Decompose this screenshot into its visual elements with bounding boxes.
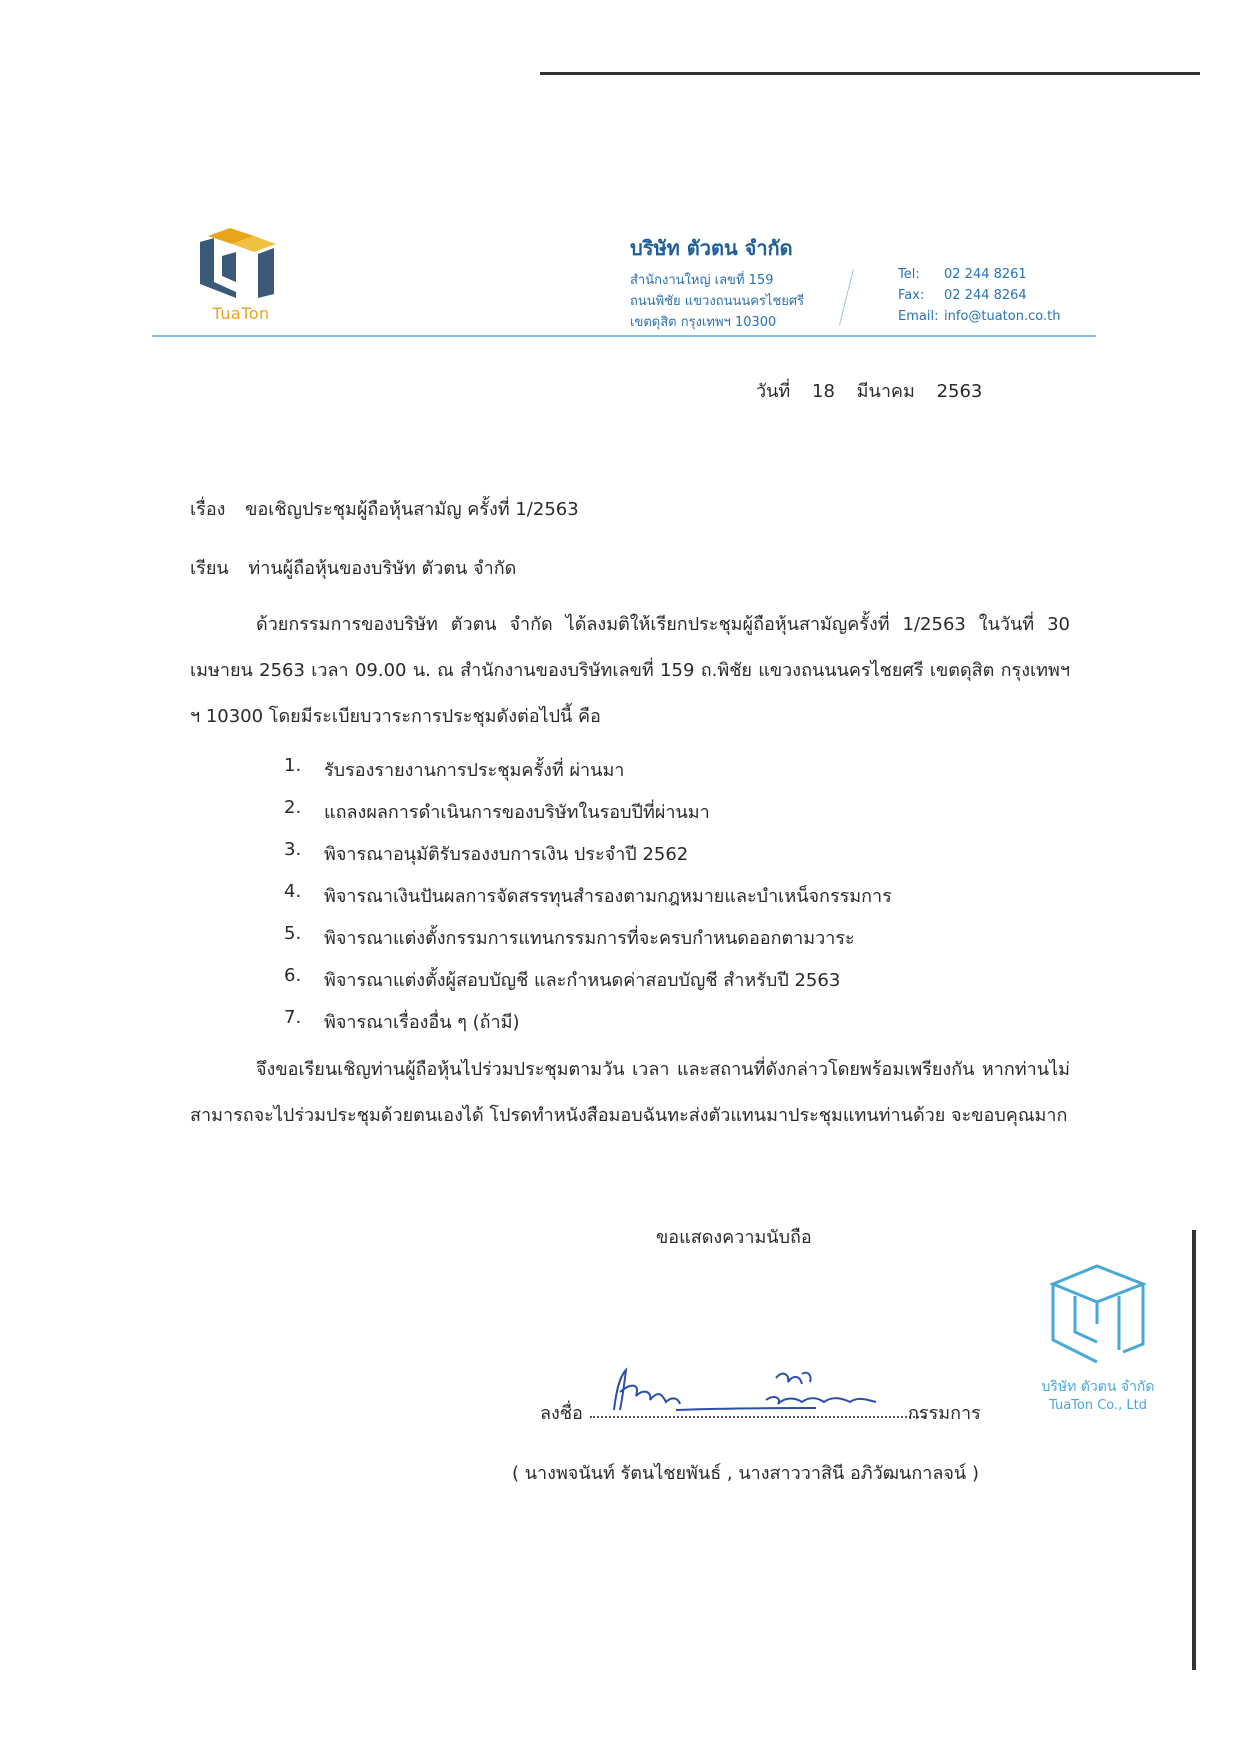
agenda-item	[284, 1007, 892, 1049]
logo-wordmark: TuaTon	[212, 304, 270, 323]
closing-salutation: ขอแสดงความนับถือ	[656, 1227, 812, 1248]
contact-row-tel	[898, 264, 1060, 285]
contact-label: Fax:	[898, 288, 925, 303]
company-address-block	[630, 232, 804, 333]
invitation-paragraph: จึงขอเรียนเชิญท่านผู้ถือหุ้นไปร่วมประชุมตามวัน เวลา และสถานที่ดังกล่าวโดยพร้อมเพรียงกัน หากท่านไม่สามารถจะไปร่วมประชุมด้วยตนเองได้ โปรดทำหนังสือมอบฉันทะส่งตัวแทนมาประชุมแทนท่านด้วย จะขอบคุณมาก	[190, 1059, 1070, 1126]
tuaton-logo-icon	[196, 226, 286, 298]
agenda-item	[284, 839, 892, 881]
greeting-line	[190, 553, 516, 582]
agenda-number: 5.	[284, 923, 302, 944]
contact-value: info@tuaton.co.th	[944, 309, 1061, 324]
contact-row-email	[898, 306, 1060, 327]
agenda-item	[284, 965, 892, 1007]
agenda-text: แถลงผลการดำเนินการของบริษัทในรอบปีที่ผ่านมา	[324, 802, 710, 823]
agenda-list	[284, 755, 892, 1049]
agenda-text: พิจารณาแต่งตั้งผู้สอบบัญชี และกำหนดค่าสอบบัญชี สำหรับปี 2563	[324, 970, 841, 991]
date-month: มีนาคม	[856, 381, 915, 402]
contact-row-fax	[898, 285, 1060, 306]
agenda-number: 3.	[284, 839, 302, 860]
address-line: เขตดุสิต กรุงเทพฯ 10300	[630, 315, 777, 330]
scan-artifact-right	[1192, 1230, 1196, 1670]
greeting-label: เรียน	[190, 558, 229, 579]
company-name: บริษัท ตัวตน จำกัด	[630, 236, 793, 260]
agenda-item	[284, 797, 892, 839]
subject-text: ขอเชิญประชุมผู้ถือหุ้นสามัญ ครั้งที่ 1/2563	[245, 499, 579, 520]
subject-label: เรื่อง	[190, 499, 226, 520]
scan-artifact-top	[540, 72, 1200, 75]
company-stamp	[1018, 1262, 1178, 1413]
agenda-text: รับรองรายงานการประชุมครั้งที่ ผ่านมา	[324, 760, 625, 781]
agenda-item	[284, 881, 892, 923]
greeting-text: ท่านผู้ถือหุ้นของบริษัท ตัวตน จำกัด	[248, 558, 517, 579]
address-line: ถนนพิชัย แขวงถนนนครไชยศรี	[630, 294, 805, 309]
agenda-number: 6.	[284, 965, 302, 986]
stamp-company-name: บริษัท ตัวตน จำกัด	[1041, 1379, 1155, 1395]
agenda-text: พิจารณาแต่งตั้งกรรมการแทนกรรมการที่จะครบกำหนดออกตามวาระ	[324, 928, 855, 949]
stamp-company-name-en: TuaTon Co., Ltd	[1048, 1398, 1148, 1413]
agenda-item	[284, 755, 892, 797]
agenda-text: พิจารณาอนุมัติรับรองงบการเงิน ประจำปี 2562	[324, 844, 689, 865]
date-label: วันที่	[756, 381, 791, 402]
agenda-number: 7.	[284, 1007, 302, 1028]
letter-date	[756, 376, 998, 405]
contact-label: Email:	[898, 309, 939, 324]
contact-value: 02 244 8261	[944, 267, 1027, 282]
agenda-number: 2.	[284, 797, 302, 818]
agenda-number: 4.	[284, 881, 302, 902]
agenda-item	[284, 923, 892, 965]
date-day: 18	[812, 381, 835, 402]
contact-value: 02 244 8264	[944, 288, 1027, 303]
intro-paragraph: ด้วยกรรมการของบริษัท ตัวตน จำกัด ได้ลงมติให้เรียกประชุมผู้ถือหุ้นสามัญครั้งที่ 1/2563 ในวันที่ 30 เมษายน 2563 เวลา 09.00 น. ณ สำนักงานของบริษัทเลขที่ 159 ถ.พิชัย แขวงถนนนครไชยศรี เขตดุสิต กรุงเทพฯฯ 10300 โดยมีระเบียบวาระการประชุมดังต่อไปนี้ คือ	[190, 614, 1070, 727]
agenda-number: 1.	[284, 755, 302, 776]
signature-line	[540, 1362, 1010, 1422]
contact-label: Tel:	[898, 267, 920, 282]
agenda-text: พิจารณาเงินปันผลการจัดสรรทุนสำรองตามกฎหมายและบำเหน็จกรรมการ	[324, 886, 892, 907]
header-divider	[839, 269, 854, 326]
address-line: สำนักงานใหญ่ เลขที่ 159	[630, 273, 774, 288]
company-logo	[196, 226, 286, 323]
date-year: 2563	[936, 381, 983, 402]
signature-role: กรรมการ	[908, 1403, 981, 1424]
stamp-logo-icon	[1039, 1262, 1157, 1372]
agenda-text: พิจารณาเรื่องอื่น ๆ (ถ้ามี)	[324, 1012, 520, 1033]
header-rule	[152, 335, 1096, 337]
signer-names: ( นางพจนันท์ รัตนไชยพันธ์ , นางสาววาสินี อภิวัฒนกาลจน์ )	[512, 1463, 979, 1484]
signature-dotted-line	[590, 1400, 926, 1418]
contact-block	[898, 264, 1060, 327]
subject-line	[190, 494, 579, 523]
signature-label: ลงชื่อ	[540, 1403, 583, 1424]
